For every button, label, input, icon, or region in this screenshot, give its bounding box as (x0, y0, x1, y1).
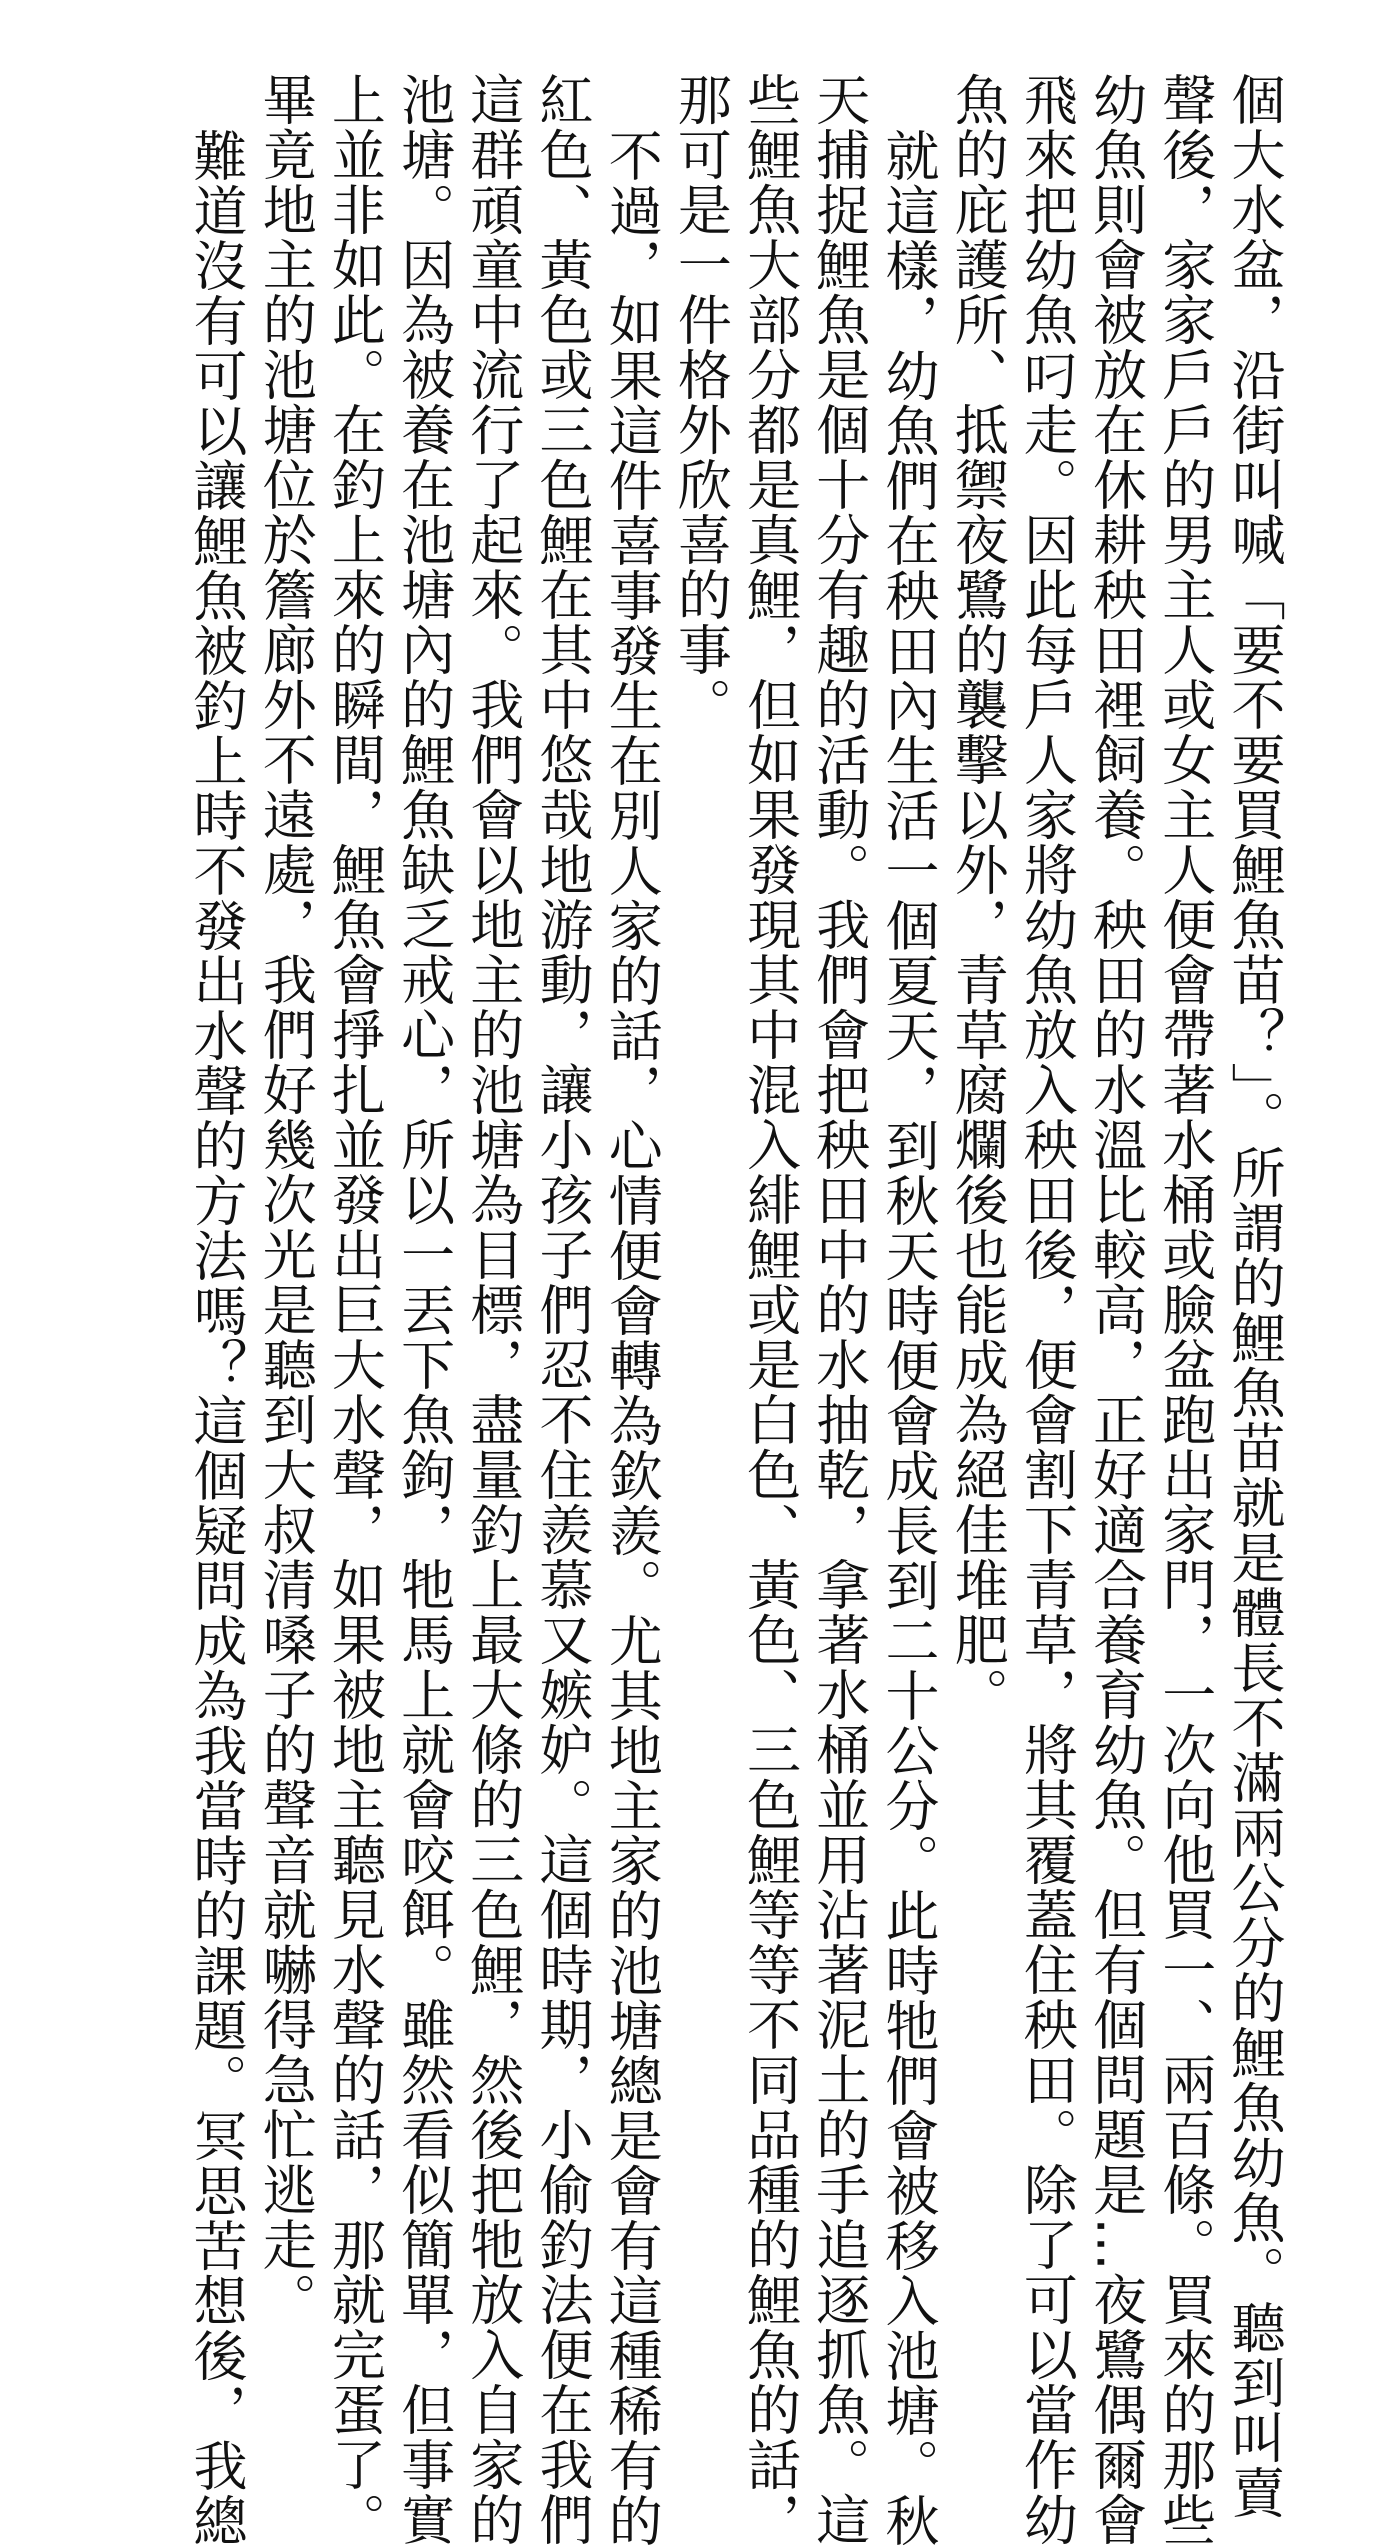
text-column: 幼魚則會被放在休耕秧田裡飼養。秧田的水溫比較高，正好適合養育幼魚。但有個問題是…夜鷺偶爾會 (1084, 72, 1148, 2547)
text-column: 聲後，家家戶戶的男主人或女主人便會帶著水桶或臉盆跑出家門，一次向他買一、兩百條。買來的那些 (1153, 72, 1217, 2547)
text-column: 池塘。因為被養在池塘內的鯉魚缺乏戒心，所以一丟下魚鉤，牠馬上就會咬餌。雖然看似簡單，但事實 (392, 72, 456, 2547)
text-column: 紅色、黃色或三色鯉在其中悠哉地游動，讓小孩子們忍不住羨慕又嫉妒。這個時期，小偷釣法便在我們 (531, 72, 594, 2547)
text-column: 上並非如此。在釣上來的瞬間，鯉魚會掙扎並發出巨大水聲，如果被地主聽見水聲的話，那就完蛋了。 (323, 72, 387, 2547)
text-column: 魚的庇護所、抵禦夜鷺的襲擊以外，青草腐爛後也能成為絕佳堆肥。 (946, 72, 1010, 1722)
text-column: 不過，如果這件喜事發生在別人家的話，心情便會轉為欽羨。尤其地主家的池塘總是會有這種稀有的 (600, 128, 664, 2548)
text-column: 這群頑童中流行了起來。我們會以地主的池塘為目標，盡量釣上最大條的三色鯉，然後把牠放入自家的 (461, 72, 525, 2547)
text-column: 那可是一件格外欣喜的事。 (669, 72, 733, 732)
text-column: 畢竟地主的池塘位於簷廊外不遠處，我們好幾次光是聽到大叔清嗓子的聲音就嚇得急忙逃走。 (254, 72, 318, 2327)
text-column: 飛來把幼魚叼走。因此每戶人家將幼魚放入秧田後，便會割下青草，將其覆蓋住秧田。除了可以當作幼 (1015, 72, 1079, 2547)
text-column: 個大水盆，沿街叫喊「要不要買鯉魚苗？」。所謂的鯉魚苗就是體長不滿兩公分的鯉魚幼魚。聽到叫賣 (1223, 72, 1286, 2520)
text-column: 天捕捉鯉魚是個十分有趣的活動。我們會把秧田中的水抽乾，拿著水桶並用沾著泥土的手追逐抓魚。這 (807, 72, 871, 2547)
text-column: 難道沒有可以讓鯉魚被釣上時不發出水聲的方法嗎？這個疑問成為我當時的課題。冥思苦想後，我總 (185, 128, 248, 2548)
text-column: 些鯉魚大部分都是真鯉，但如果發現其中混入緋鯉或是白色、黃色、三色鯉等等不同品種的鯉魚的話， (738, 72, 802, 2547)
text-column: 就這樣，幼魚們在秧田內生活一個夏天，到秋天時便會成長到二十公分。此時牠們會被移入池塘。秋 (877, 128, 940, 2548)
